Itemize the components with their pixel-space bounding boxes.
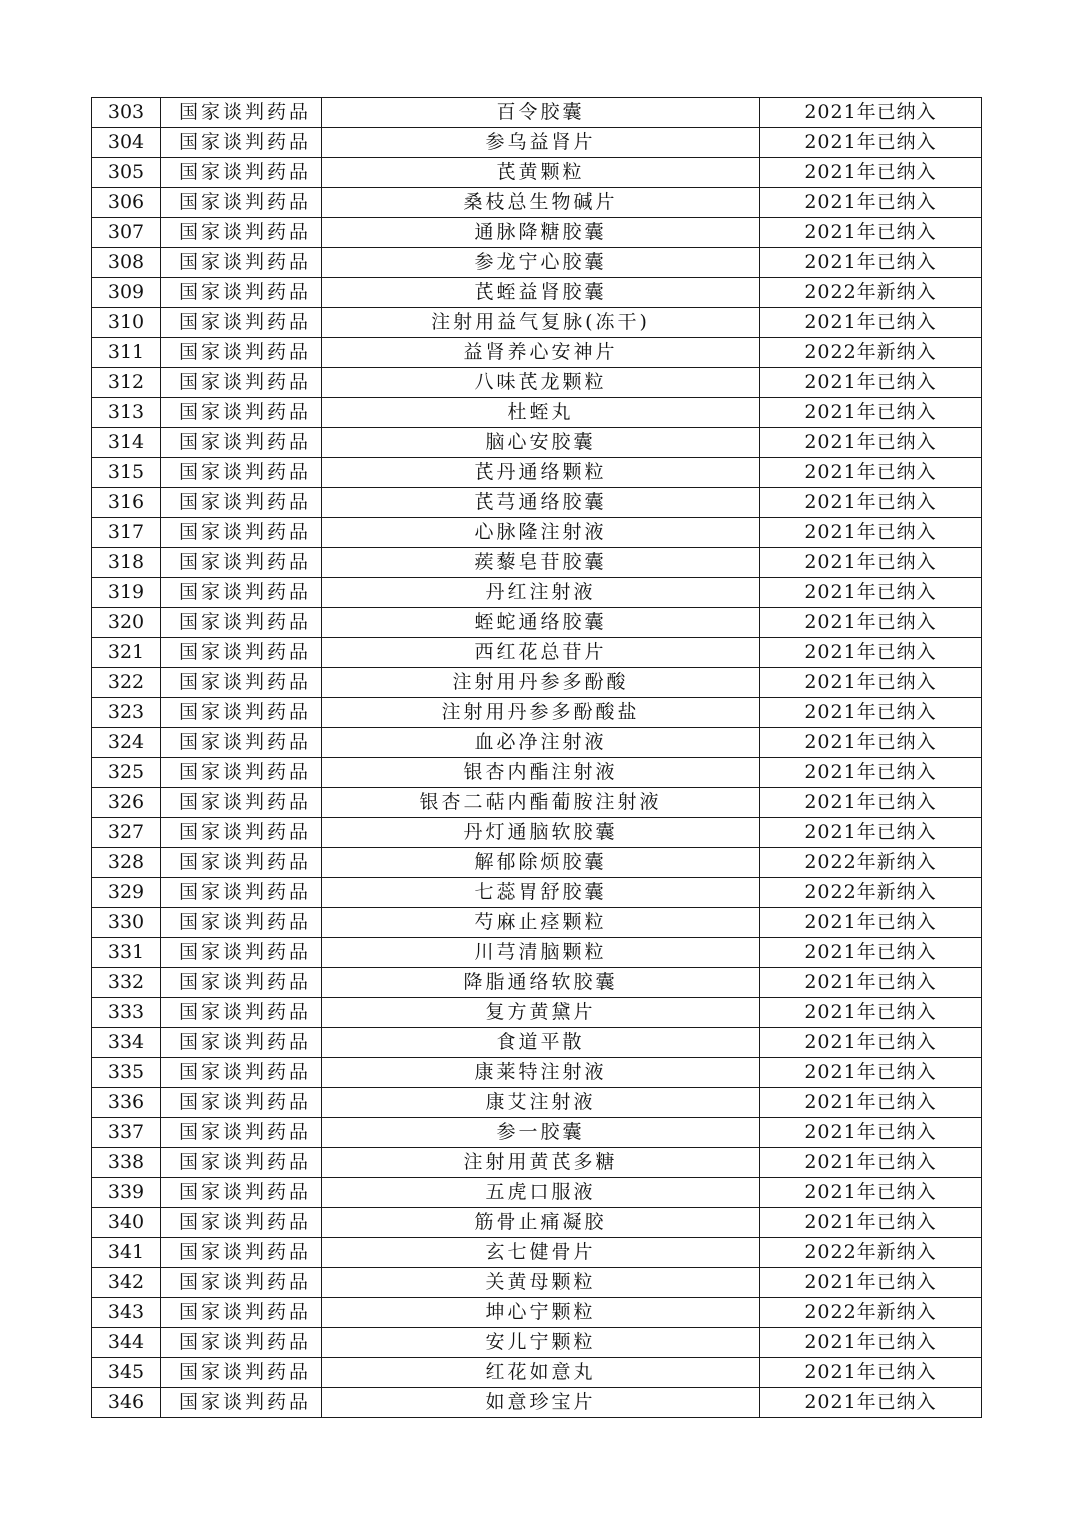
table-row bbox=[92, 608, 982, 638]
status-cell: 2021年已纳入 bbox=[760, 1208, 982, 1238]
category-cell: 国家谈判药品 bbox=[161, 1088, 322, 1118]
status-cell: 2021年已纳入 bbox=[760, 1148, 982, 1178]
table-row bbox=[92, 1328, 982, 1358]
category-cell: 国家谈判药品 bbox=[161, 908, 322, 938]
category-cell: 国家谈判药品 bbox=[161, 338, 322, 368]
drug-name-cell: 解郁除烦胶囊 bbox=[322, 848, 760, 878]
drug-name-cell: 注射用丹参多酚酸盐 bbox=[322, 698, 760, 728]
row-number-cell: 336 bbox=[92, 1088, 161, 1118]
status-cell: 2021年已纳入 bbox=[760, 908, 982, 938]
category-cell: 国家谈判药品 bbox=[161, 998, 322, 1028]
row-number-cell: 319 bbox=[92, 578, 161, 608]
drug-name-cell: 注射用黄芪多糖 bbox=[322, 1148, 760, 1178]
status-cell: 2021年已纳入 bbox=[760, 458, 982, 488]
category-cell: 国家谈判药品 bbox=[161, 1178, 322, 1208]
category-cell: 国家谈判药品 bbox=[161, 398, 322, 428]
drug-name-cell: 银杏内酯注射液 bbox=[322, 758, 760, 788]
drug-name-cell: 复方黄黛片 bbox=[322, 998, 760, 1028]
status-cell: 2022年新纳入 bbox=[760, 278, 982, 308]
category-cell: 国家谈判药品 bbox=[161, 188, 322, 218]
status-cell: 2021年已纳入 bbox=[760, 308, 982, 338]
row-number-cell: 332 bbox=[92, 968, 161, 998]
table-row bbox=[92, 1268, 982, 1298]
status-cell: 2021年已纳入 bbox=[760, 1118, 982, 1148]
row-number-cell: 345 bbox=[92, 1358, 161, 1388]
drug-list-body bbox=[92, 98, 982, 1418]
category-cell: 国家谈判药品 bbox=[161, 248, 322, 278]
category-cell: 国家谈判药品 bbox=[161, 698, 322, 728]
table-row bbox=[92, 668, 982, 698]
row-number-cell: 312 bbox=[92, 368, 161, 398]
row-number-cell: 315 bbox=[92, 458, 161, 488]
category-cell: 国家谈判药品 bbox=[161, 458, 322, 488]
status-cell: 2021年已纳入 bbox=[760, 368, 982, 398]
category-cell: 国家谈判药品 bbox=[161, 518, 322, 548]
drug-name-cell: 益肾养心安神片 bbox=[322, 338, 760, 368]
table-row bbox=[92, 398, 982, 428]
row-number-cell: 329 bbox=[92, 878, 161, 908]
row-number-cell: 309 bbox=[92, 278, 161, 308]
row-number-cell: 303 bbox=[92, 98, 161, 128]
drug-name-cell: 康莱特注射液 bbox=[322, 1058, 760, 1088]
drug-name-cell: 五虎口服液 bbox=[322, 1178, 760, 1208]
drug-name-cell: 杜蛭丸 bbox=[322, 398, 760, 428]
table-row bbox=[92, 248, 982, 278]
status-cell: 2021年已纳入 bbox=[760, 818, 982, 848]
table-row bbox=[92, 1298, 982, 1328]
status-cell: 2021年已纳入 bbox=[760, 1088, 982, 1118]
category-cell: 国家谈判药品 bbox=[161, 278, 322, 308]
drug-name-cell: 参一胶囊 bbox=[322, 1118, 760, 1148]
table-row bbox=[92, 1178, 982, 1208]
row-number-cell: 325 bbox=[92, 758, 161, 788]
status-cell: 2021年已纳入 bbox=[760, 1178, 982, 1208]
status-cell: 2021年已纳入 bbox=[760, 668, 982, 698]
category-cell: 国家谈判药品 bbox=[161, 1028, 322, 1058]
drug-name-cell: 如意珍宝片 bbox=[322, 1388, 760, 1418]
table-row bbox=[92, 1088, 982, 1118]
drug-name-cell: 安儿宁颗粒 bbox=[322, 1328, 760, 1358]
table-row bbox=[92, 1028, 982, 1058]
category-cell: 国家谈判药品 bbox=[161, 1388, 322, 1418]
status-cell: 2021年已纳入 bbox=[760, 608, 982, 638]
row-number-cell: 321 bbox=[92, 638, 161, 668]
category-cell: 国家谈判药品 bbox=[161, 428, 322, 458]
drug-name-cell: 心脉隆注射液 bbox=[322, 518, 760, 548]
table-row bbox=[92, 128, 982, 158]
table-row bbox=[92, 1118, 982, 1148]
drug-name-cell: 桑枝总生物碱片 bbox=[322, 188, 760, 218]
table-row bbox=[92, 758, 982, 788]
row-number-cell: 344 bbox=[92, 1328, 161, 1358]
status-cell: 2021年已纳入 bbox=[760, 938, 982, 968]
drug-name-cell: 食道平散 bbox=[322, 1028, 760, 1058]
status-cell: 2021年已纳入 bbox=[760, 128, 982, 158]
table-row bbox=[92, 1388, 982, 1418]
drug-name-cell: 注射用丹参多酚酸 bbox=[322, 668, 760, 698]
category-cell: 国家谈判药品 bbox=[161, 1058, 322, 1088]
status-cell: 2021年已纳入 bbox=[760, 758, 982, 788]
table-row bbox=[92, 98, 982, 128]
drug-name-cell: 血必净注射液 bbox=[322, 728, 760, 758]
row-number-cell: 322 bbox=[92, 668, 161, 698]
status-cell: 2022年新纳入 bbox=[760, 848, 982, 878]
row-number-cell: 340 bbox=[92, 1208, 161, 1238]
category-cell: 国家谈判药品 bbox=[161, 98, 322, 128]
row-number-cell: 310 bbox=[92, 308, 161, 338]
drug-name-cell: 八味芪龙颗粒 bbox=[322, 368, 760, 398]
table-row bbox=[92, 1058, 982, 1088]
category-cell: 国家谈判药品 bbox=[161, 1328, 322, 1358]
status-cell: 2021年已纳入 bbox=[760, 248, 982, 278]
drug-name-cell: 红花如意丸 bbox=[322, 1358, 760, 1388]
drug-name-cell: 康艾注射液 bbox=[322, 1088, 760, 1118]
drug-name-cell: 七蕊胃舒胶囊 bbox=[322, 878, 760, 908]
status-cell: 2021年已纳入 bbox=[760, 98, 982, 128]
status-cell: 2021年已纳入 bbox=[760, 698, 982, 728]
table-row bbox=[92, 188, 982, 218]
row-number-cell: 337 bbox=[92, 1118, 161, 1148]
row-number-cell: 331 bbox=[92, 938, 161, 968]
table-row bbox=[92, 308, 982, 338]
status-cell: 2021年已纳入 bbox=[760, 1028, 982, 1058]
status-cell: 2021年已纳入 bbox=[760, 728, 982, 758]
status-cell: 2021年已纳入 bbox=[760, 578, 982, 608]
row-number-cell: 314 bbox=[92, 428, 161, 458]
table-row bbox=[92, 848, 982, 878]
drug-name-cell: 玄七健骨片 bbox=[322, 1238, 760, 1268]
drug-name-cell: 芪芎通络胶囊 bbox=[322, 488, 760, 518]
table-row bbox=[92, 818, 982, 848]
drug-name-cell: 关黄母颗粒 bbox=[322, 1268, 760, 1298]
row-number-cell: 308 bbox=[92, 248, 161, 278]
table-row bbox=[92, 728, 982, 758]
drug-name-cell: 芪丹通络颗粒 bbox=[322, 458, 760, 488]
table-row bbox=[92, 428, 982, 458]
status-cell: 2021年已纳入 bbox=[760, 1268, 982, 1298]
category-cell: 国家谈判药品 bbox=[161, 308, 322, 338]
status-cell: 2021年已纳入 bbox=[760, 998, 982, 1028]
status-cell: 2022年新纳入 bbox=[760, 1298, 982, 1328]
status-cell: 2021年已纳入 bbox=[760, 218, 982, 248]
category-cell: 国家谈判药品 bbox=[161, 848, 322, 878]
category-cell: 国家谈判药品 bbox=[161, 218, 322, 248]
drug-name-cell: 芪蛭益肾胶囊 bbox=[322, 278, 760, 308]
category-cell: 国家谈判药品 bbox=[161, 878, 322, 908]
drug-name-cell: 芪黄颗粒 bbox=[322, 158, 760, 188]
drug-name-cell: 西红花总苷片 bbox=[322, 638, 760, 668]
row-number-cell: 320 bbox=[92, 608, 161, 638]
drug-name-cell: 通脉降糖胶囊 bbox=[322, 218, 760, 248]
row-number-cell: 338 bbox=[92, 1148, 161, 1178]
status-cell: 2021年已纳入 bbox=[760, 968, 982, 998]
table-row bbox=[92, 578, 982, 608]
table-row bbox=[92, 1238, 982, 1268]
category-cell: 国家谈判药品 bbox=[161, 758, 322, 788]
status-cell: 2021年已纳入 bbox=[760, 1388, 982, 1418]
row-number-cell: 305 bbox=[92, 158, 161, 188]
table-row bbox=[92, 878, 982, 908]
status-cell: 2022年新纳入 bbox=[760, 878, 982, 908]
category-cell: 国家谈判药品 bbox=[161, 368, 322, 398]
drug-name-cell: 芍麻止痉颗粒 bbox=[322, 908, 760, 938]
table-row bbox=[92, 278, 982, 308]
category-cell: 国家谈判药品 bbox=[161, 128, 322, 158]
drug-name-cell: 银杏二萜内酯葡胺注射液 bbox=[322, 788, 760, 818]
row-number-cell: 317 bbox=[92, 518, 161, 548]
drug-name-cell: 丹灯通脑软胶囊 bbox=[322, 818, 760, 848]
status-cell: 2021年已纳入 bbox=[760, 638, 982, 668]
table-row bbox=[92, 1148, 982, 1178]
row-number-cell: 318 bbox=[92, 548, 161, 578]
table-row bbox=[92, 1208, 982, 1238]
row-number-cell: 342 bbox=[92, 1268, 161, 1298]
table-row bbox=[92, 158, 982, 188]
table-row bbox=[92, 338, 982, 368]
drug-name-cell: 丹红注射液 bbox=[322, 578, 760, 608]
status-cell: 2021年已纳入 bbox=[760, 1058, 982, 1088]
category-cell: 国家谈判药品 bbox=[161, 158, 322, 188]
table-row bbox=[92, 1358, 982, 1388]
status-cell: 2021年已纳入 bbox=[760, 158, 982, 188]
row-number-cell: 341 bbox=[92, 1238, 161, 1268]
drug-name-cell: 蛭蛇通络胶囊 bbox=[322, 608, 760, 638]
row-number-cell: 313 bbox=[92, 398, 161, 428]
row-number-cell: 333 bbox=[92, 998, 161, 1028]
category-cell: 国家谈判药品 bbox=[161, 728, 322, 758]
category-cell: 国家谈判药品 bbox=[161, 1238, 322, 1268]
table-row bbox=[92, 518, 982, 548]
row-number-cell: 335 bbox=[92, 1058, 161, 1088]
table-row bbox=[92, 368, 982, 398]
row-number-cell: 324 bbox=[92, 728, 161, 758]
status-cell: 2021年已纳入 bbox=[760, 488, 982, 518]
row-number-cell: 326 bbox=[92, 788, 161, 818]
drug-name-cell: 注射用益气复脉(冻干) bbox=[322, 308, 760, 338]
row-number-cell: 306 bbox=[92, 188, 161, 218]
category-cell: 国家谈判药品 bbox=[161, 1298, 322, 1328]
category-cell: 国家谈判药品 bbox=[161, 488, 322, 518]
status-cell: 2021年已纳入 bbox=[760, 1358, 982, 1388]
status-cell: 2022年新纳入 bbox=[760, 338, 982, 368]
category-cell: 国家谈判药品 bbox=[161, 1358, 322, 1388]
category-cell: 国家谈判药品 bbox=[161, 1148, 322, 1178]
category-cell: 国家谈判药品 bbox=[161, 548, 322, 578]
row-number-cell: 327 bbox=[92, 818, 161, 848]
status-cell: 2021年已纳入 bbox=[760, 188, 982, 218]
table-row bbox=[92, 788, 982, 818]
row-number-cell: 304 bbox=[92, 128, 161, 158]
status-cell: 2021年已纳入 bbox=[760, 788, 982, 818]
row-number-cell: 334 bbox=[92, 1028, 161, 1058]
status-cell: 2021年已纳入 bbox=[760, 428, 982, 458]
category-cell: 国家谈判药品 bbox=[161, 1118, 322, 1148]
row-number-cell: 323 bbox=[92, 698, 161, 728]
category-cell: 国家谈判药品 bbox=[161, 788, 322, 818]
table-row bbox=[92, 638, 982, 668]
category-cell: 国家谈判药品 bbox=[161, 638, 322, 668]
row-number-cell: 307 bbox=[92, 218, 161, 248]
table-row bbox=[92, 938, 982, 968]
category-cell: 国家谈判药品 bbox=[161, 818, 322, 848]
table-row bbox=[92, 968, 982, 998]
table-row bbox=[92, 488, 982, 518]
category-cell: 国家谈判药品 bbox=[161, 938, 322, 968]
row-number-cell: 311 bbox=[92, 338, 161, 368]
row-number-cell: 339 bbox=[92, 1178, 161, 1208]
row-number-cell: 346 bbox=[92, 1388, 161, 1418]
table-row bbox=[92, 908, 982, 938]
category-cell: 国家谈判药品 bbox=[161, 668, 322, 698]
row-number-cell: 343 bbox=[92, 1298, 161, 1328]
drug-name-cell: 参龙宁心胶囊 bbox=[322, 248, 760, 278]
row-number-cell: 316 bbox=[92, 488, 161, 518]
drug-name-cell: 脑心安胶囊 bbox=[322, 428, 760, 458]
drug-name-cell: 坤心宁颗粒 bbox=[322, 1298, 760, 1328]
drug-list-table bbox=[91, 97, 982, 1418]
category-cell: 国家谈判药品 bbox=[161, 608, 322, 638]
table-row bbox=[92, 698, 982, 728]
category-cell: 国家谈判药品 bbox=[161, 1208, 322, 1238]
table-row bbox=[92, 218, 982, 248]
drug-name-cell: 筋骨止痛凝胶 bbox=[322, 1208, 760, 1238]
status-cell: 2021年已纳入 bbox=[760, 518, 982, 548]
status-cell: 2021年已纳入 bbox=[760, 398, 982, 428]
row-number-cell: 328 bbox=[92, 848, 161, 878]
drug-name-cell: 参乌益肾片 bbox=[322, 128, 760, 158]
table-row bbox=[92, 998, 982, 1028]
status-cell: 2021年已纳入 bbox=[760, 548, 982, 578]
table-row bbox=[92, 458, 982, 488]
drug-name-cell: 蒺藜皂苷胶囊 bbox=[322, 548, 760, 578]
table-row bbox=[92, 548, 982, 578]
row-number-cell: 330 bbox=[92, 908, 161, 938]
drug-name-cell: 百令胶囊 bbox=[322, 98, 760, 128]
status-cell: 2022年新纳入 bbox=[760, 1238, 982, 1268]
category-cell: 国家谈判药品 bbox=[161, 578, 322, 608]
category-cell: 国家谈判药品 bbox=[161, 1268, 322, 1298]
drug-name-cell: 降脂通络软胶囊 bbox=[322, 968, 760, 998]
category-cell: 国家谈判药品 bbox=[161, 968, 322, 998]
status-cell: 2021年已纳入 bbox=[760, 1328, 982, 1358]
drug-name-cell: 川芎清脑颗粒 bbox=[322, 938, 760, 968]
